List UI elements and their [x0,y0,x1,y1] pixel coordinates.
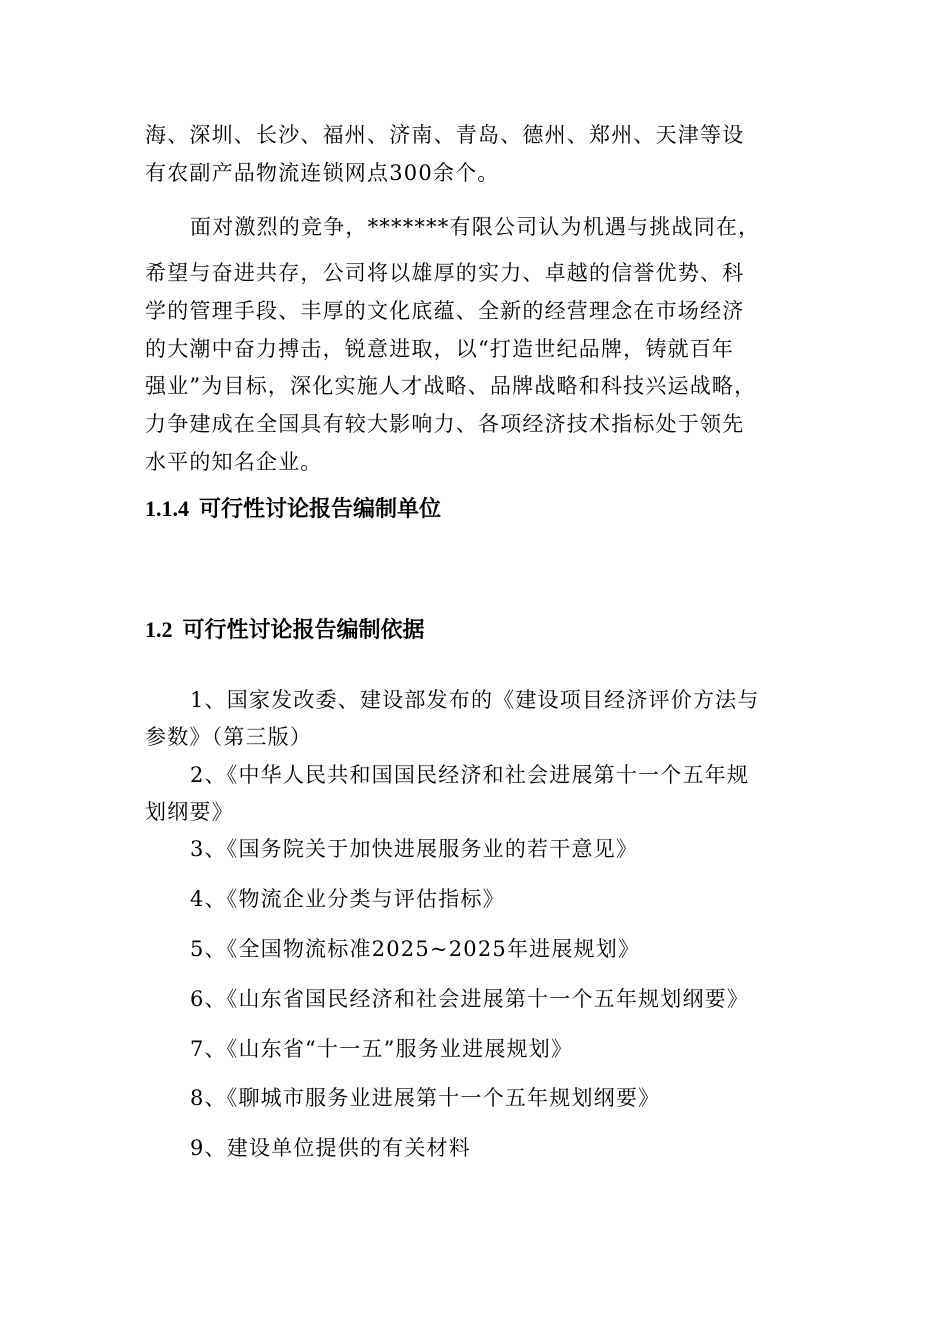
list-item-continuation: 划纲要》 [145,800,234,824]
section-heading [145,494,441,524]
paragraph-line: 强业”为目标，深化实施人才战略、品牌战略和科技兴运战略， [145,374,757,398]
section-number: 1.2 [145,617,173,642]
list-item: 1、国家发改委、建设部发布的《建设项目经济评价方法与 [190,688,760,712]
paragraph-line: 的大潮中奋力搏击，锐意进取，以“打造世纪品牌，铸就百年 [145,337,735,361]
section-heading [145,615,425,645]
list-item: 5、《全国物流标准2025~2025年进展规划》 [190,937,641,961]
list-item: 7、《山东省“十一五”服务业进展规划》 [190,1037,574,1061]
list-item-continuation: 参数》（第三版） [145,725,313,749]
section-title: 可行性讨论报告编制依据 [182,617,425,642]
paragraph-line: 海、深圳、长沙、福州、济南、青岛、德州、郑州、天津等设 [145,123,745,147]
list-item: 4、《物流企业分类与评估指标》 [190,887,505,911]
paragraph-line: 有农副产品物流连锁网点300余个。 [145,161,500,185]
section-title: 可行性讨论报告编制单位 [199,496,442,521]
list-item: 6、《山东省国民经济和社会进展第十一个五年规划纲要》 [190,987,750,1011]
list-item: 9、建设单位提供的有关材料 [190,1136,471,1160]
paragraph-line: 希望与奋进共存，公司将以雄厚的实力、卓越的信誉优势、科 [145,261,745,285]
list-item: 2、《中华人民共和国国民经济和社会进展第十一个五年规 [190,763,750,787]
paragraph-line: 面对激烈的竞争，*******有限公司认为机遇与挑战同在， [190,215,761,239]
list-item: 8、《聊城市服务业进展第十一个五年规划纲要》 [190,1086,661,1110]
list-item: 3、《国务院关于加快进展服务业的若干意见》 [190,837,639,861]
paragraph-line: 力争建成在全国具有较大影响力、各项经济技术指标处于领先 [145,412,745,436]
paragraph-line: 学的管理手段、丰厚的文化底蕴、全新的经营理念在市场经济 [145,299,745,323]
section-number: 1.1.4 [145,496,189,521]
paragraph-line: 水平的知名企业。 [145,450,323,474]
